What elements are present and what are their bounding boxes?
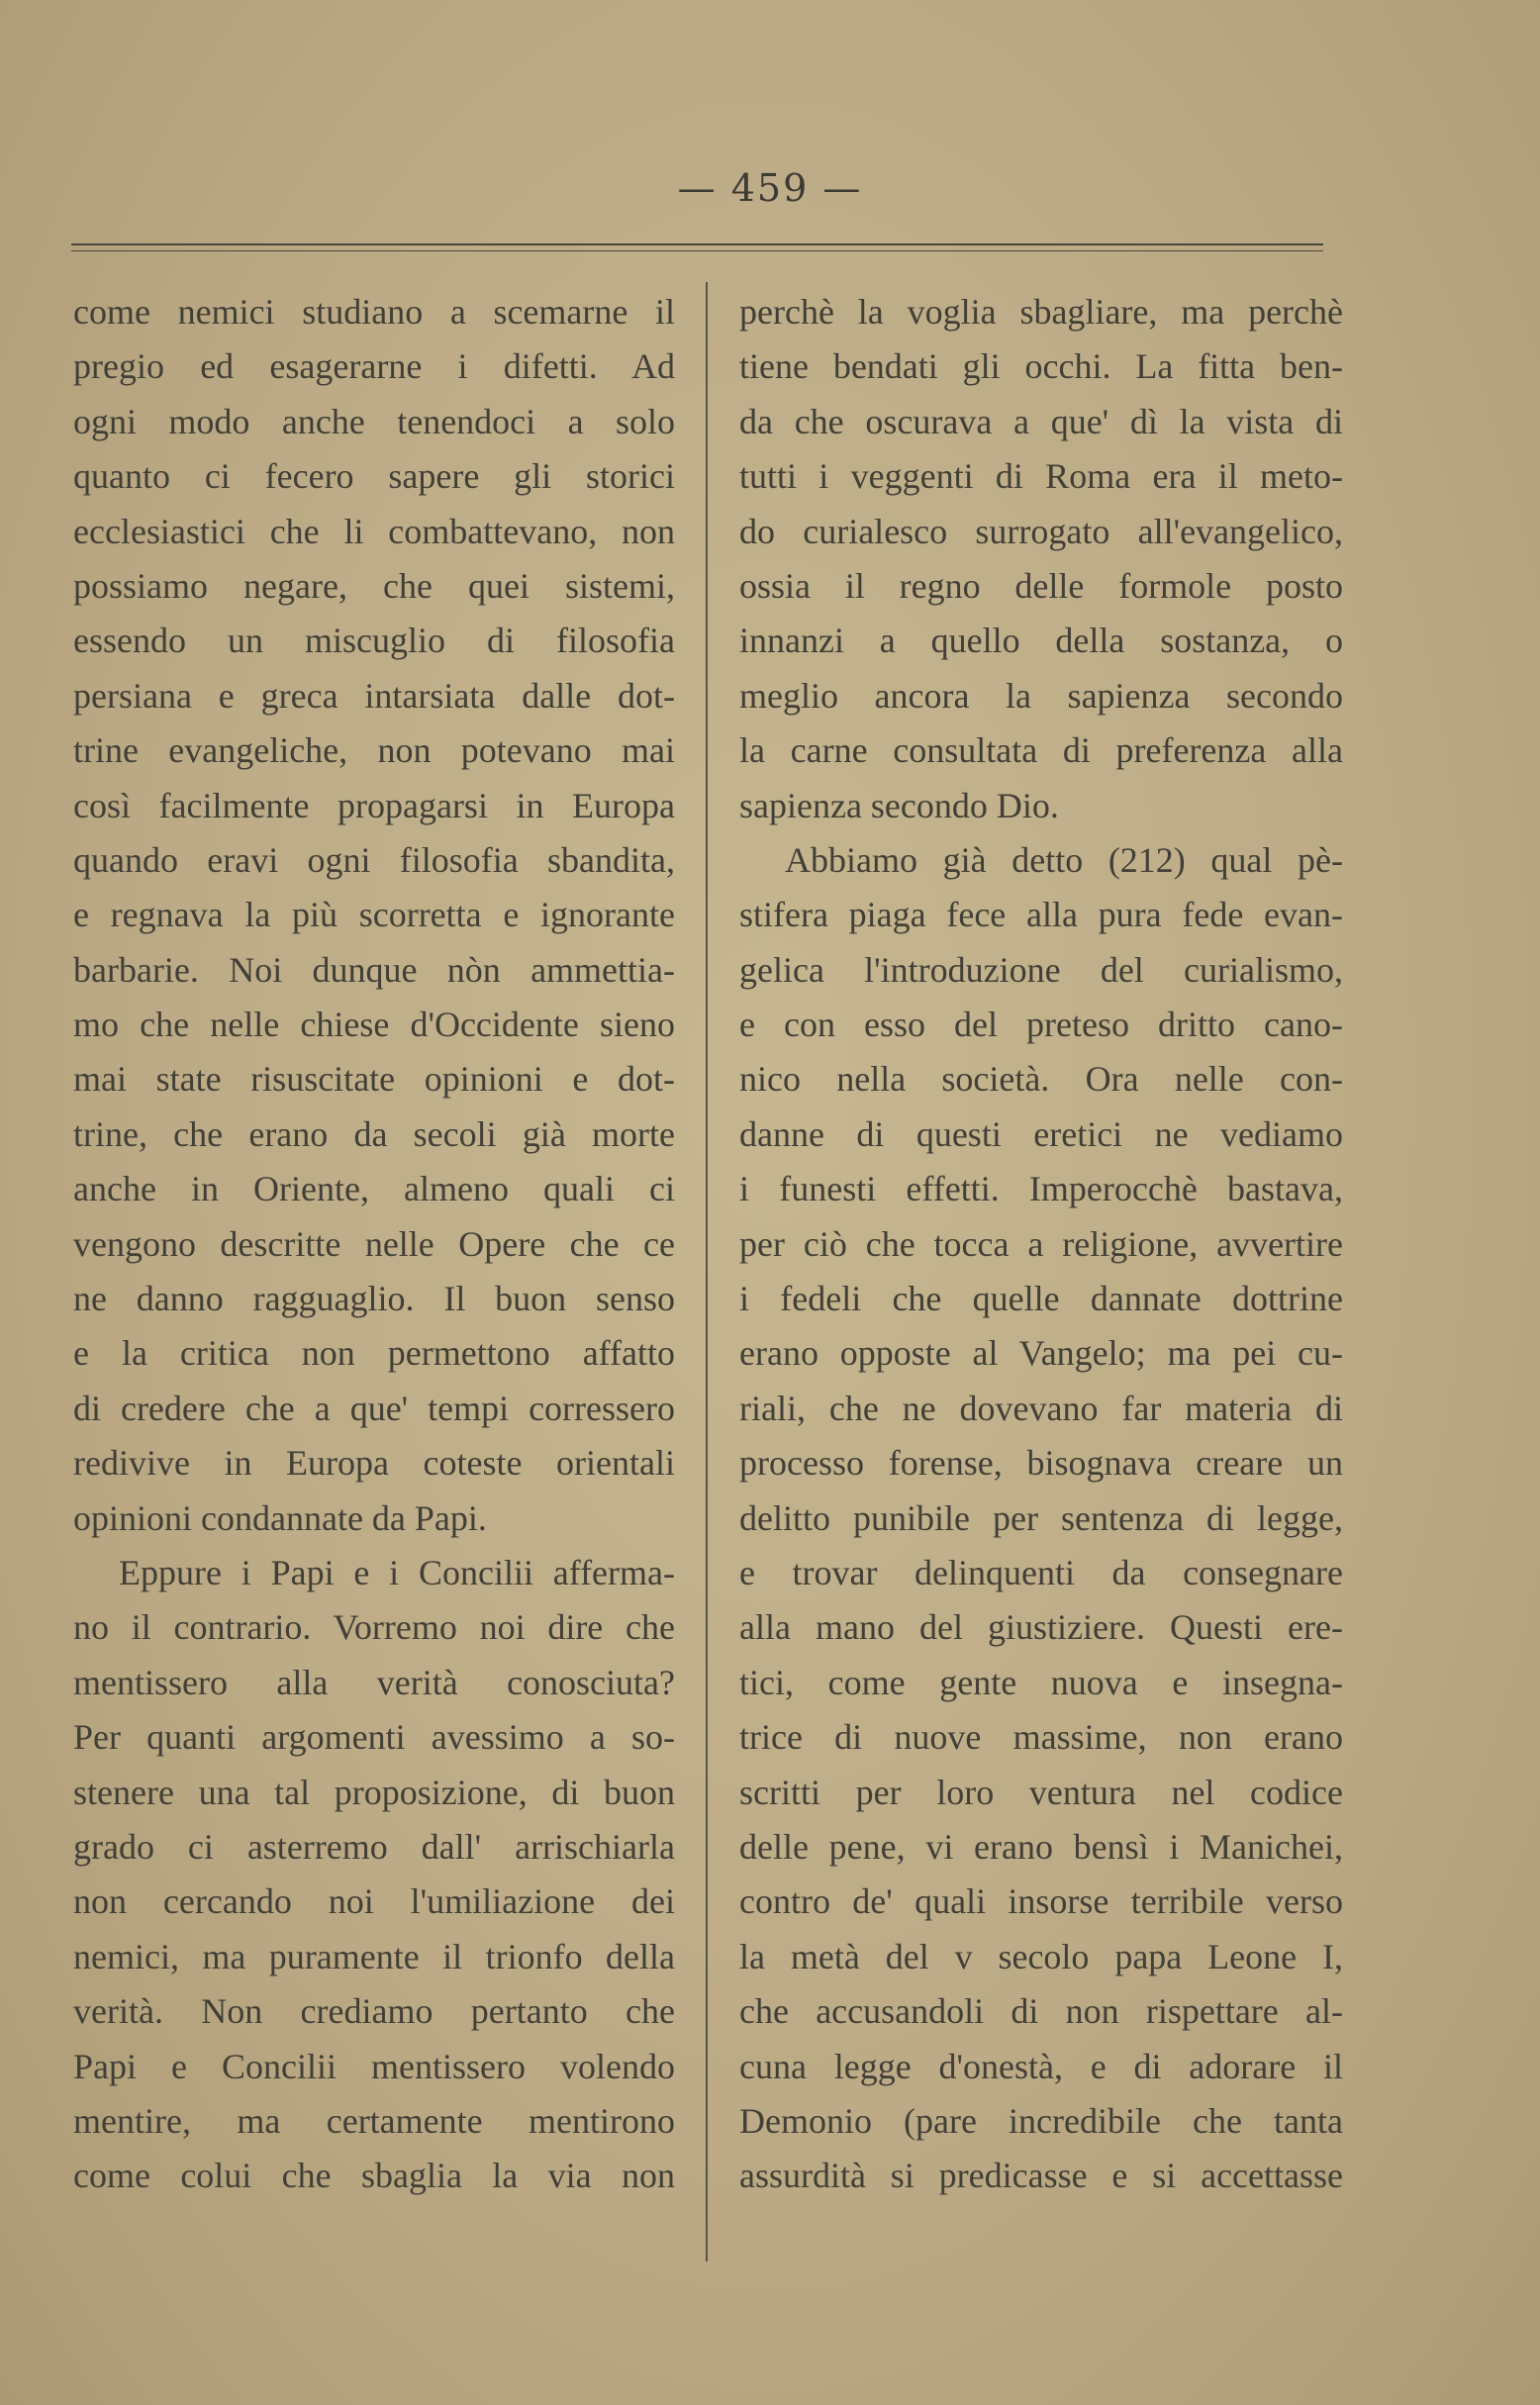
text-line: barbarie. Noi dunque nòn ammettia- — [73, 949, 675, 990]
left-text-column — [73, 285, 675, 2204]
page-number: — 459 — — [677, 166, 863, 210]
text-line: sapienza secondo Dio. — [739, 785, 1059, 825]
text-line: contro de' quali insorse terribile verso — [739, 1881, 1343, 1922]
text-line: no il contrario. Vorremo noi dire che — [73, 1607, 675, 1648]
text-line: come colui che sbaglia la via non — [73, 2156, 675, 2196]
text-line: stifera piaga fece alla pura fede evan- — [739, 895, 1343, 935]
text-line: grado ci asterremo dall' arrischiarla — [73, 1826, 675, 1867]
text-line: delitto punibile per sentenza di legge, — [739, 1497, 1343, 1538]
text-line: Papi e Concilii mentissero volendo — [73, 2046, 675, 2086]
text-line: mai state risuscitate opinioni e dot- — [73, 1059, 675, 1100]
text-line: tici, come gente nuova e insegna- — [739, 1662, 1343, 1702]
text-line: alla mano del giustiziere. Questi ere- — [739, 1607, 1343, 1648]
text-line: trine evangeliche, non potevano mai — [73, 730, 675, 771]
text-line: riali, che ne dovevano far materia di — [739, 1388, 1343, 1428]
text-line: assurdità si predicasse e si accettasse — [739, 2156, 1343, 2196]
text-line: da che oscurava a que' dì la vista di — [739, 401, 1343, 441]
text-line: per ciò che tocca a religione, avvertire — [739, 1223, 1343, 1264]
text-line: persiana e greca intarsiata dalle dot- — [73, 675, 675, 716]
text-line: Per quanti argomenti avessimo a so- — [73, 1717, 675, 1758]
text-line: e la critica non permettono affatto — [73, 1333, 675, 1374]
text-line: essendo un miscuglio di filosofia — [73, 621, 675, 661]
text-line: mentissero alla verità conosciuta? — [73, 1662, 675, 1702]
text-line: i funesti effetti. Imperocchè bastava, — [739, 1169, 1343, 1209]
text-line: meglio ancora la sapienza secondo — [739, 675, 1343, 716]
text-line: tutti i veggenti di Roma era il meto- — [739, 456, 1343, 497]
text-line: ogni modo anche tenendoci a solo — [73, 401, 675, 441]
text-line: di credere che a que' tempi corressero — [73, 1388, 675, 1428]
text-line: quanto ci fecero sapere gli storici — [73, 456, 675, 497]
text-line: la carne consultata di preferenza alla — [739, 730, 1343, 771]
text-line: la metà del v secolo papa Leone I, — [739, 1936, 1343, 1976]
text-line: quando eravi ogni filosofia sbandita, — [73, 839, 675, 880]
text-line: innanzi a quello della sostanza, o — [739, 621, 1343, 661]
text-line: cuna legge d'onestà, e di adorare il — [739, 2046, 1343, 2086]
text-line: processo forense, bisognava creare un — [739, 1443, 1343, 1484]
text-line: vengono descritte nelle Opere che ce — [73, 1223, 675, 1264]
header-rule-top — [71, 243, 1323, 245]
text-line: ecclesiastici che li combattevano, non — [73, 511, 675, 551]
text-line: come nemici studiano a scemarne il — [73, 292, 675, 332]
text-line: mo che nelle chiese d'Occidente sieno — [73, 1005, 675, 1045]
text-line: danne di questi eretici ne vediamo — [739, 1113, 1343, 1154]
text-line: do curialesco surrogato all'evangelico, — [739, 511, 1343, 551]
text-line: Abbiamo già detto (212) qual pè- — [785, 839, 1343, 880]
header-rule-bottom — [71, 250, 1323, 251]
text-line: così facilmente propagarsi in Europa — [73, 785, 675, 825]
text-line: verità. Non crediamo pertanto che — [73, 1991, 675, 2032]
right-text-column — [739, 285, 1343, 2204]
text-line: trice di nuove massime, non erano — [739, 1717, 1343, 1758]
text-line: e trovar delinquenti da consegnare — [739, 1552, 1343, 1592]
text-line: perchè la voglia sbagliare, ma perchè — [739, 292, 1343, 332]
text-line: mentire, ma certamente mentirono — [73, 2100, 675, 2141]
text-line: trine, che erano da secoli già morte — [73, 1113, 675, 1154]
text-line: gelica l'introduzione del curialismo, — [739, 949, 1343, 990]
text-line: possiamo negare, che quei sistemi, — [73, 565, 675, 606]
text-line: Eppure i Papi e i Concilii afferma- — [119, 1552, 675, 1592]
text-line: non cercando noi l'umiliazione dei — [73, 1881, 675, 1922]
text-line: ne danno ragguaglio. Il buon senso — [73, 1279, 675, 1319]
column-divider — [706, 282, 708, 2261]
text-line: tiene bendati gli occhi. La fitta ben- — [739, 346, 1343, 387]
text-line: e con esso del preteso dritto cano- — [739, 1005, 1343, 1045]
text-line: Demonio (pare incredibile che tanta — [739, 2100, 1343, 2141]
text-line: i fedeli che quelle dannate dottrine — [739, 1279, 1343, 1319]
text-line: opinioni condannate da Papi. — [73, 1497, 487, 1538]
text-line: nemici, ma puramente il trionfo della — [73, 1936, 675, 1976]
text-line: redivive in Europa coteste orientali — [73, 1443, 675, 1484]
text-line: che accusandoli di non rispettare al- — [739, 1991, 1343, 2032]
text-line: nico nella società. Ora nelle con- — [739, 1059, 1343, 1100]
text-line: scritti per loro ventura nel codice — [739, 1772, 1343, 1812]
text-line: pregio ed esagerarne i difetti. Ad — [73, 346, 675, 387]
text-line: anche in Oriente, almeno quali ci — [73, 1169, 675, 1209]
text-line: e regnava la più scorretta e ignorante — [73, 895, 675, 935]
text-line: erano opposte al Vangelo; ma pei cu- — [739, 1333, 1343, 1374]
text-line: ossia il regno delle formole posto — [739, 565, 1343, 606]
text-line: stenere una tal proposizione, di buon — [73, 1772, 675, 1812]
text-line: delle pene, vi erano bensì i Manichei, — [739, 1826, 1343, 1867]
